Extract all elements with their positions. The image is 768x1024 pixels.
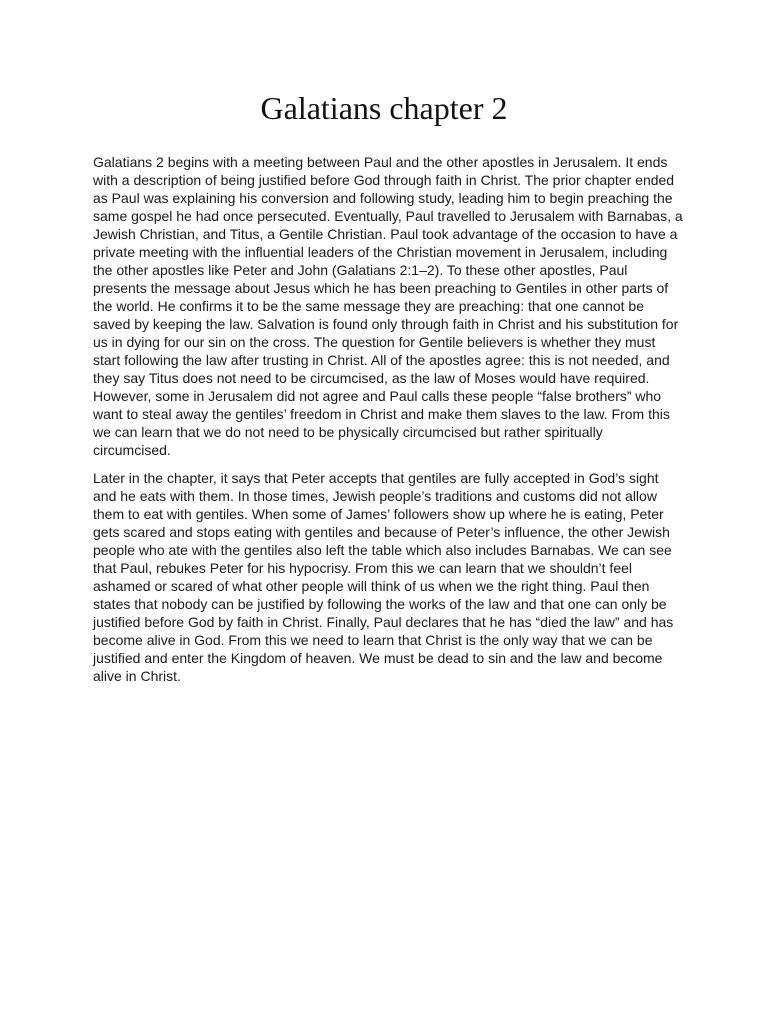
paragraph-1: Galatians 2 begins with a meeting between Paul and the other apostles in Jerusalem. It ends with a description of being justified before God through faith in Christ. The prior chapter ended as Paul was explaining his conversion and following study, leading him to begin preaching the same gospel he had once persecuted. Eventually, Paul travelled to Jerusalem with Barnabas, a Jewish Christian, and Titus, a Gentile Christian. Paul took advantage of the occasion to have a private meeting with the influential leaders of the Christian movement in Jerusalem, including the other apostles like Peter and John (Galatians 2:1–2). To these other apostles, Paul presents the message about Jesus which he has been preaching to Gentiles in other parts of the world. He confirms it to be the same message they are preaching: that one cannot be saved by keeping the law. Salvation is found only through faith in Christ and his substitution for us in dying for our sin on the cross. The question for Gentile believers is whether they must start following the law after trusting in Christ. All of the apostles agree: this is not needed, and they say Titus does not need to be circumcised, as the law of Moses would have required. However, some in Jerusalem did not agree and Paul calls these people “false brothers” who want to steal away the gentiles’ freedom in Christ and make them slaves to the law. From this we can learn that we do not need to be physically circumcised but rather spiritually circumcised. bbox=[93, 154, 683, 458]
page-title: Galatians chapter 2 bbox=[260, 90, 508, 126]
document-body bbox=[93, 153, 683, 695]
paragraph-2: Later in the chapter, it says that Peter accepts that gentiles are fully accepted in God’s sight and he eats with them. In those times, Jewish people’s traditions and customs did not allow them to eat with gentiles. When some of James’ followers show up where he is eating, Peter gets scared and stops eating with gentiles and because of Peter’s influence, the other Jewish people who ate with the gentiles also left the table which also includes Barnabas. We can see that Paul, rebukes Peter for his hypocrisy. From this we can learn that we shouldn’t feel ashamed or scared of what other people will think of us when we the right thing. Paul then states that nobody can be justified by following the works of the law and that one can only be justified before God by faith in Christ. Finally, Paul declares that he has “died the law” and has become alive in God. From this we need to learn that Christ is the only way that we can be justified and enter the Kingdom of heaven. We must be dead to sin and the law and become alive in Christ. bbox=[93, 470, 674, 684]
